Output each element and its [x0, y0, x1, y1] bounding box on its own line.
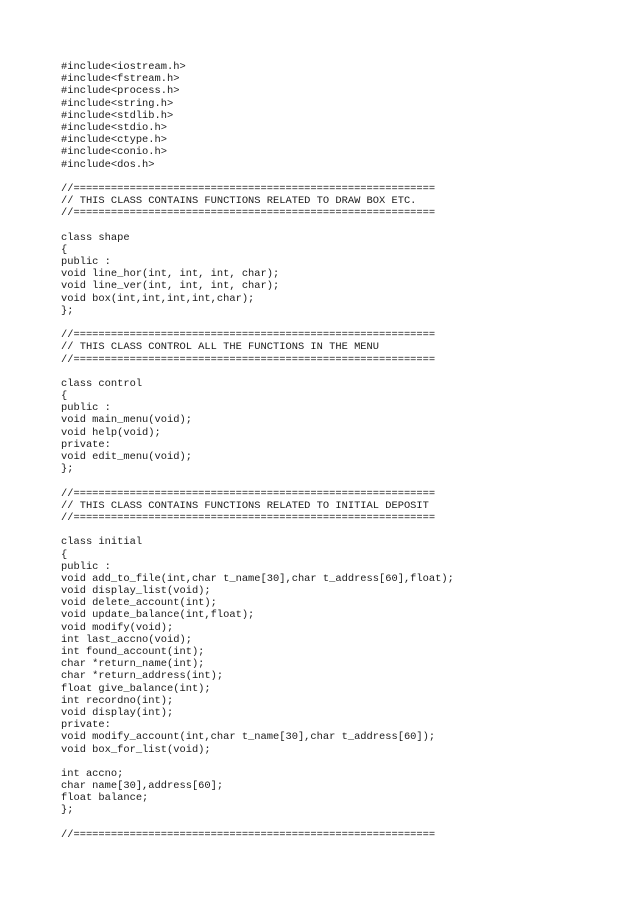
blank-line	[61, 817, 454, 829]
initial-class-block	[61, 536, 454, 755]
code-line: void modify(void);	[61, 621, 174, 634]
code-line: {	[61, 390, 68, 403]
code-line: void main_menu(void);	[61, 414, 192, 427]
code-line: //==========================================================	[61, 511, 436, 524]
control-class-block	[61, 378, 454, 476]
initial-comment-block	[61, 488, 454, 525]
code-line: char name[30],address[60];	[61, 780, 224, 793]
code-line: class initial	[61, 536, 143, 549]
code-line: float give_balance(int);	[61, 682, 211, 695]
code-line: private:	[61, 719, 111, 732]
code-line: //==========================================================	[61, 487, 436, 500]
code-line: };	[61, 304, 74, 317]
blank-line	[61, 475, 454, 487]
blank-line	[61, 317, 454, 329]
code-line: int found_account(int);	[61, 646, 205, 658]
code-line: void add_to_file(int,char t_name[30],char t_address[60],float);	[61, 572, 454, 585]
code-line: class control	[61, 377, 143, 390]
shape-comment-block	[61, 183, 454, 220]
blank-line	[61, 366, 454, 378]
code-line: public :	[61, 560, 111, 573]
code-line: void update_balance(int,float);	[61, 609, 255, 622]
blank-line	[61, 756, 454, 768]
code-line: void display_list(void);	[61, 585, 211, 598]
code-line: #include<iostream.h>	[61, 61, 186, 73]
code-line: private:	[61, 438, 111, 451]
code-line: // THIS CLASS CONTROL ALL THE FUNCTIONS IN THE MENU	[61, 341, 380, 354]
code-line: // THIS CLASS CONTAINS FUNCTIONS RELATED TO INITIAL DEPOSIT	[61, 499, 429, 512]
code-line: #include<fstream.h>	[61, 73, 180, 86]
code-line: void delete_account(int);	[61, 597, 217, 610]
code-line: void modify_account(int,char t_name[30],char t_address[60]);	[61, 731, 436, 744]
code-line: char *return_address(int);	[61, 670, 224, 683]
code-line: void box(int,int,int,int,char);	[61, 292, 255, 305]
code-line: #include<stdlib.h>	[61, 109, 174, 122]
code-line: };	[61, 804, 74, 817]
shape-class-block	[61, 232, 454, 317]
code-line: {	[61, 243, 68, 256]
code-line: //==========================================================	[61, 182, 436, 195]
blank-line	[61, 219, 454, 231]
trailing-comment-block	[61, 829, 454, 841]
code-line: #include<conio.h>	[61, 146, 168, 159]
code-line: int last_accno(void);	[61, 633, 192, 646]
code-line: void line_ver(int, int, int, char);	[61, 280, 280, 293]
code-line: void line_hor(int, int, int, char);	[61, 268, 280, 281]
code-line: {	[61, 548, 68, 561]
code-line: #include<process.h>	[61, 85, 180, 98]
control-comment-block	[61, 329, 454, 366]
code-line: char *return_name(int);	[61, 658, 205, 671]
code-line: //==========================================================	[61, 329, 436, 342]
code-line: public :	[61, 256, 111, 268]
code-line: #include<dos.h>	[61, 158, 155, 171]
code-line: class shape	[61, 231, 130, 244]
code-line: };	[61, 463, 74, 476]
code-line: void box_for_list(void);	[61, 743, 211, 756]
code-line: //==========================================================	[61, 207, 436, 220]
code-line: void help(void);	[61, 426, 161, 439]
code-line: #include<stdio.h>	[61, 121, 168, 134]
source-code-listing	[61, 61, 454, 841]
code-line: void edit_menu(void);	[61, 451, 192, 463]
initial-members-block	[61, 768, 454, 817]
code-line: // THIS CLASS CONTAINS FUNCTIONS RELATED TO DRAW BOX ETC.	[61, 195, 417, 208]
blank-line	[61, 171, 454, 183]
code-line: float balance;	[61, 792, 149, 805]
code-line: #include<string.h>	[61, 97, 174, 110]
code-line: int accno;	[61, 767, 124, 780]
code-line: void display(int);	[61, 706, 174, 719]
code-line: #include<ctype.h>	[61, 134, 168, 147]
code-line: int recordno(int);	[61, 694, 174, 707]
blank-line	[61, 524, 454, 536]
includes-block	[61, 61, 454, 171]
code-line: public :	[61, 402, 111, 415]
code-line: //==========================================================	[61, 353, 436, 366]
code-line: //==========================================================	[61, 828, 436, 841]
